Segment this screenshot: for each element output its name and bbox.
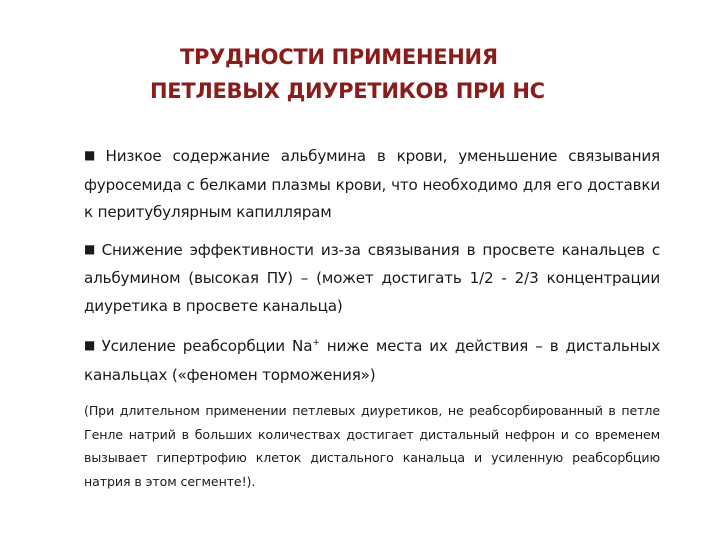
- bullet-item-3: [84, 330, 660, 389]
- bullet-text: Снижение эффективности из-за связывания в просвете канальцев с альбумином (высокая ПУ) – (может достигать 1/2 - 2/3 концентрации диуретика в просвете канальца): [84, 240, 660, 315]
- slide-content: [84, 143, 660, 493]
- slide-title: [0, 40, 720, 108]
- explanatory-note: (При длительном применении петлевых диуретиков, не реабсорбированный в петле Генле натрий в больших количествах достигает дистальный нефрон и со временем вызывает гипертрофию клеток дистального канальца и усиленную реабсорбцию натрия в этом сегменте!).: [84, 403, 660, 489]
- title-line-2: ПЕТЛЕВЫХ ДИУРЕТИКОВ ПРИ НС: [150, 79, 545, 103]
- square-bullet-icon: ■: [84, 241, 98, 256]
- bullet-text-after: ниже места их действия – в дистальных канальцах («феномен торможения»): [84, 337, 660, 384]
- square-bullet-icon: ■: [84, 148, 102, 162]
- bullet-text: Низкое содержание альбумина в крови, уменьшение связывания фуросемида с белками плазмы крови, что необходимо для его доставки к перитубулярным капиллярам: [84, 147, 660, 221]
- bullet-text-before: Усиление реабсорбции Na: [101, 337, 313, 356]
- title-line-1: ТРУДНОСТИ ПРИМЕНЕНИЯ: [180, 45, 498, 69]
- superscript-plus: +: [312, 338, 320, 348]
- bullet-item-1: [84, 143, 660, 227]
- bullet-item-2: [84, 237, 660, 321]
- square-bullet-icon: ■: [84, 338, 98, 353]
